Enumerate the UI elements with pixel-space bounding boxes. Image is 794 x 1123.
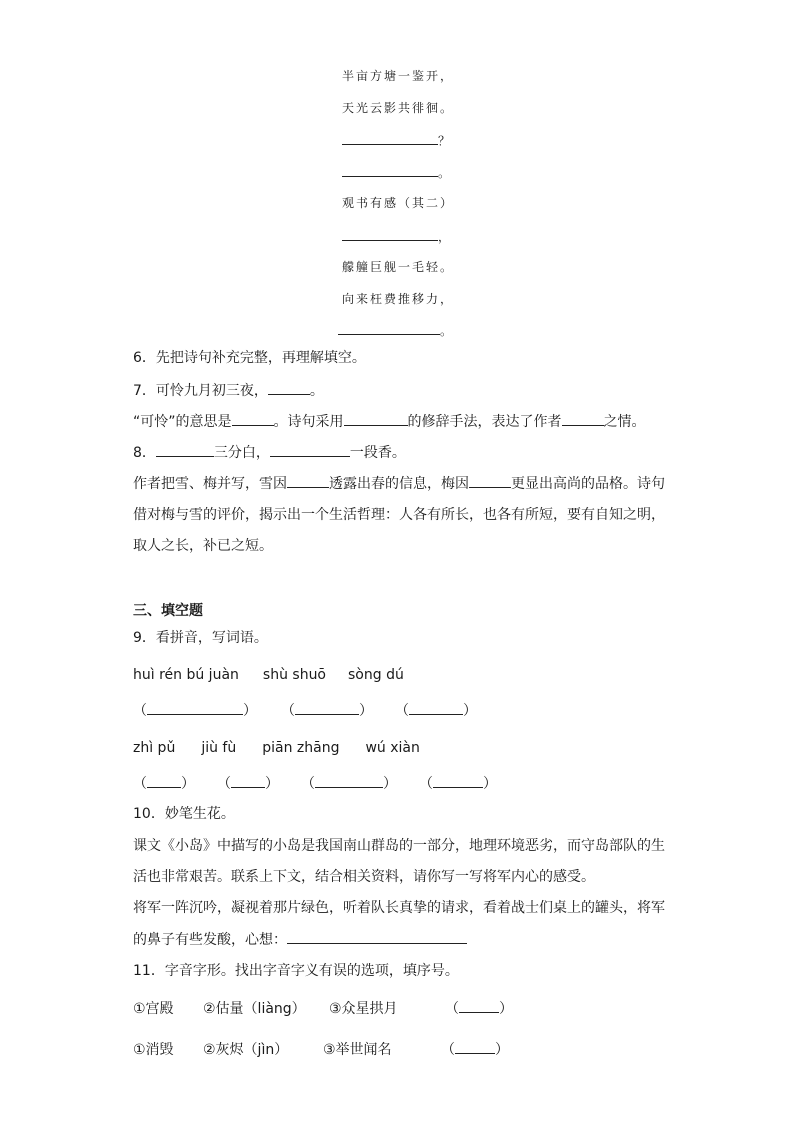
question-text: 7．可怜九月初三夜，: [133, 383, 268, 399]
comma: ，: [438, 230, 453, 244]
answer-box[interactable]: （ ）: [133, 700, 257, 721]
answer-blank[interactable]: [562, 411, 604, 426]
answer-blank[interactable]: [268, 380, 310, 395]
period: 。: [309, 383, 324, 399]
pinyin-item: jiù fù: [201, 740, 237, 756]
poem-line-7: 向来枉费推移力，: [342, 292, 455, 306]
question-text: 一段香。: [349, 445, 406, 461]
poem-title-2: 观书有感（其二）: [342, 196, 455, 210]
question-10: 10．妙笔生花。: [133, 806, 235, 822]
pinyin-item: sòng dú: [348, 667, 404, 683]
answer-box[interactable]: （ ）: [301, 773, 397, 794]
answer-blank[interactable]: [342, 162, 438, 177]
pinyin-item: piān zhāng: [262, 740, 340, 756]
question-10-para-2: 活也非常艰苦。联系上下文，结合相关资料，请你写一写将军内心的感受。: [133, 869, 595, 885]
answer-box[interactable]: （ ）: [441, 1042, 509, 1058]
question-text: 的鼻子有些发酸，心想：: [133, 932, 287, 948]
answer-box[interactable]: （ ）: [281, 700, 373, 721]
question-text: “可怜”的意思是: [133, 414, 232, 430]
question-text: 透露出春的信息，梅因: [329, 476, 469, 492]
answer-blank[interactable]: [156, 442, 214, 457]
poem-line-5: [342, 226, 452, 247]
poem-line-3: [342, 130, 452, 151]
answer-box[interactable]: （ ）: [419, 773, 497, 794]
pinyin-item: zhì pǔ: [133, 740, 176, 756]
question-mark: ？: [438, 134, 453, 148]
option-item: ②灰烬（jìn）: [203, 1042, 289, 1058]
pinyin-item: shù shuō: [262, 667, 327, 683]
question-8-line-4: 取人之长，补已之短。: [133, 538, 273, 554]
poem-line-4: [342, 162, 452, 183]
question-text: 更显出高尚的品格。诗句: [511, 476, 665, 492]
pinyin-item: huì rén bú juàn: [133, 667, 239, 683]
poem-line-2: 天光云影共徘徊。: [342, 101, 455, 115]
question-11: 11．字音字形。找出字音字义有误的选项，填序号。: [133, 963, 459, 979]
answer-row-2: [133, 773, 525, 794]
answer-blank[interactable]: [342, 130, 438, 145]
option-item: ③举世闻名: [323, 1042, 392, 1058]
question-10-para-1: 课文《小岛》中描写的小岛是我国南山群岛的一部分，地理环境恶劣，而守岛部队的生: [133, 838, 665, 854]
question-8-line-2: [133, 473, 665, 494]
answer-box[interactable]: （ ）: [217, 773, 279, 794]
answer-blank[interactable]: [342, 226, 438, 241]
question-8-line-1: [133, 442, 406, 463]
answer-box[interactable]: （ ）: [445, 1001, 513, 1017]
question-text: 作者把雪、梅并写，雪因: [133, 476, 287, 492]
question-6: 6．先把诗句补充完整，再理解填空。: [133, 350, 366, 366]
question-10-para-3: 将军一阵沉吟，凝视着那片绿色，听着队长真挚的请求，看着战士们桌上的罐头，将军: [133, 900, 665, 916]
answer-blank[interactable]: [232, 411, 274, 426]
pinyin-row-1: [133, 665, 432, 685]
question-7-line-1: [133, 380, 324, 401]
option-item: ①消毁: [133, 1042, 174, 1058]
answer-box[interactable]: （ ）: [133, 773, 195, 794]
option-item: ①宫殿: [133, 1001, 174, 1017]
question-10-para-4: [133, 929, 467, 950]
period: 。: [438, 166, 453, 180]
poem-line-8: [338, 320, 454, 341]
option-row-1: [133, 998, 513, 1019]
question-text: 的修辞手法，表达了作者: [407, 414, 562, 430]
question-8-line-3: 借对梅与雪的评价，揭示出一个生活哲理：人各有所长，也各有所短，要有自知之明，: [133, 507, 665, 523]
answer-blank[interactable]: [344, 411, 408, 426]
question-7-line-2: [133, 411, 646, 432]
poem-line-1: 半亩方塘一鉴开，: [342, 69, 455, 83]
pinyin-row-2: [133, 738, 448, 758]
option-row-2: [133, 1039, 509, 1060]
answer-blank[interactable]: [338, 320, 440, 335]
question-text: 。诗句采用: [273, 414, 344, 430]
answer-blank[interactable]: [287, 473, 329, 488]
answer-row-1: [133, 700, 505, 721]
period: 。: [440, 324, 455, 338]
question-number: 8．: [133, 445, 156, 461]
question-9: 9．看拼音，写词语。: [133, 630, 268, 646]
section-heading: 三、填空题: [133, 603, 203, 619]
poem-line-6: 艨艟巨舰一毛轻。: [342, 260, 455, 274]
option-item: ③众星拱月: [329, 1001, 398, 1017]
question-text: 之情。: [603, 414, 646, 430]
answer-blank[interactable]: [270, 442, 350, 457]
answer-box[interactable]: （ ）: [395, 700, 477, 721]
answer-blank[interactable]: [469, 473, 511, 488]
answer-blank[interactable]: [287, 929, 467, 944]
pinyin-item: wú xiàn: [365, 740, 420, 756]
question-text: 三分白，: [213, 445, 270, 461]
option-item: ②估量（liàng）: [203, 1001, 306, 1017]
